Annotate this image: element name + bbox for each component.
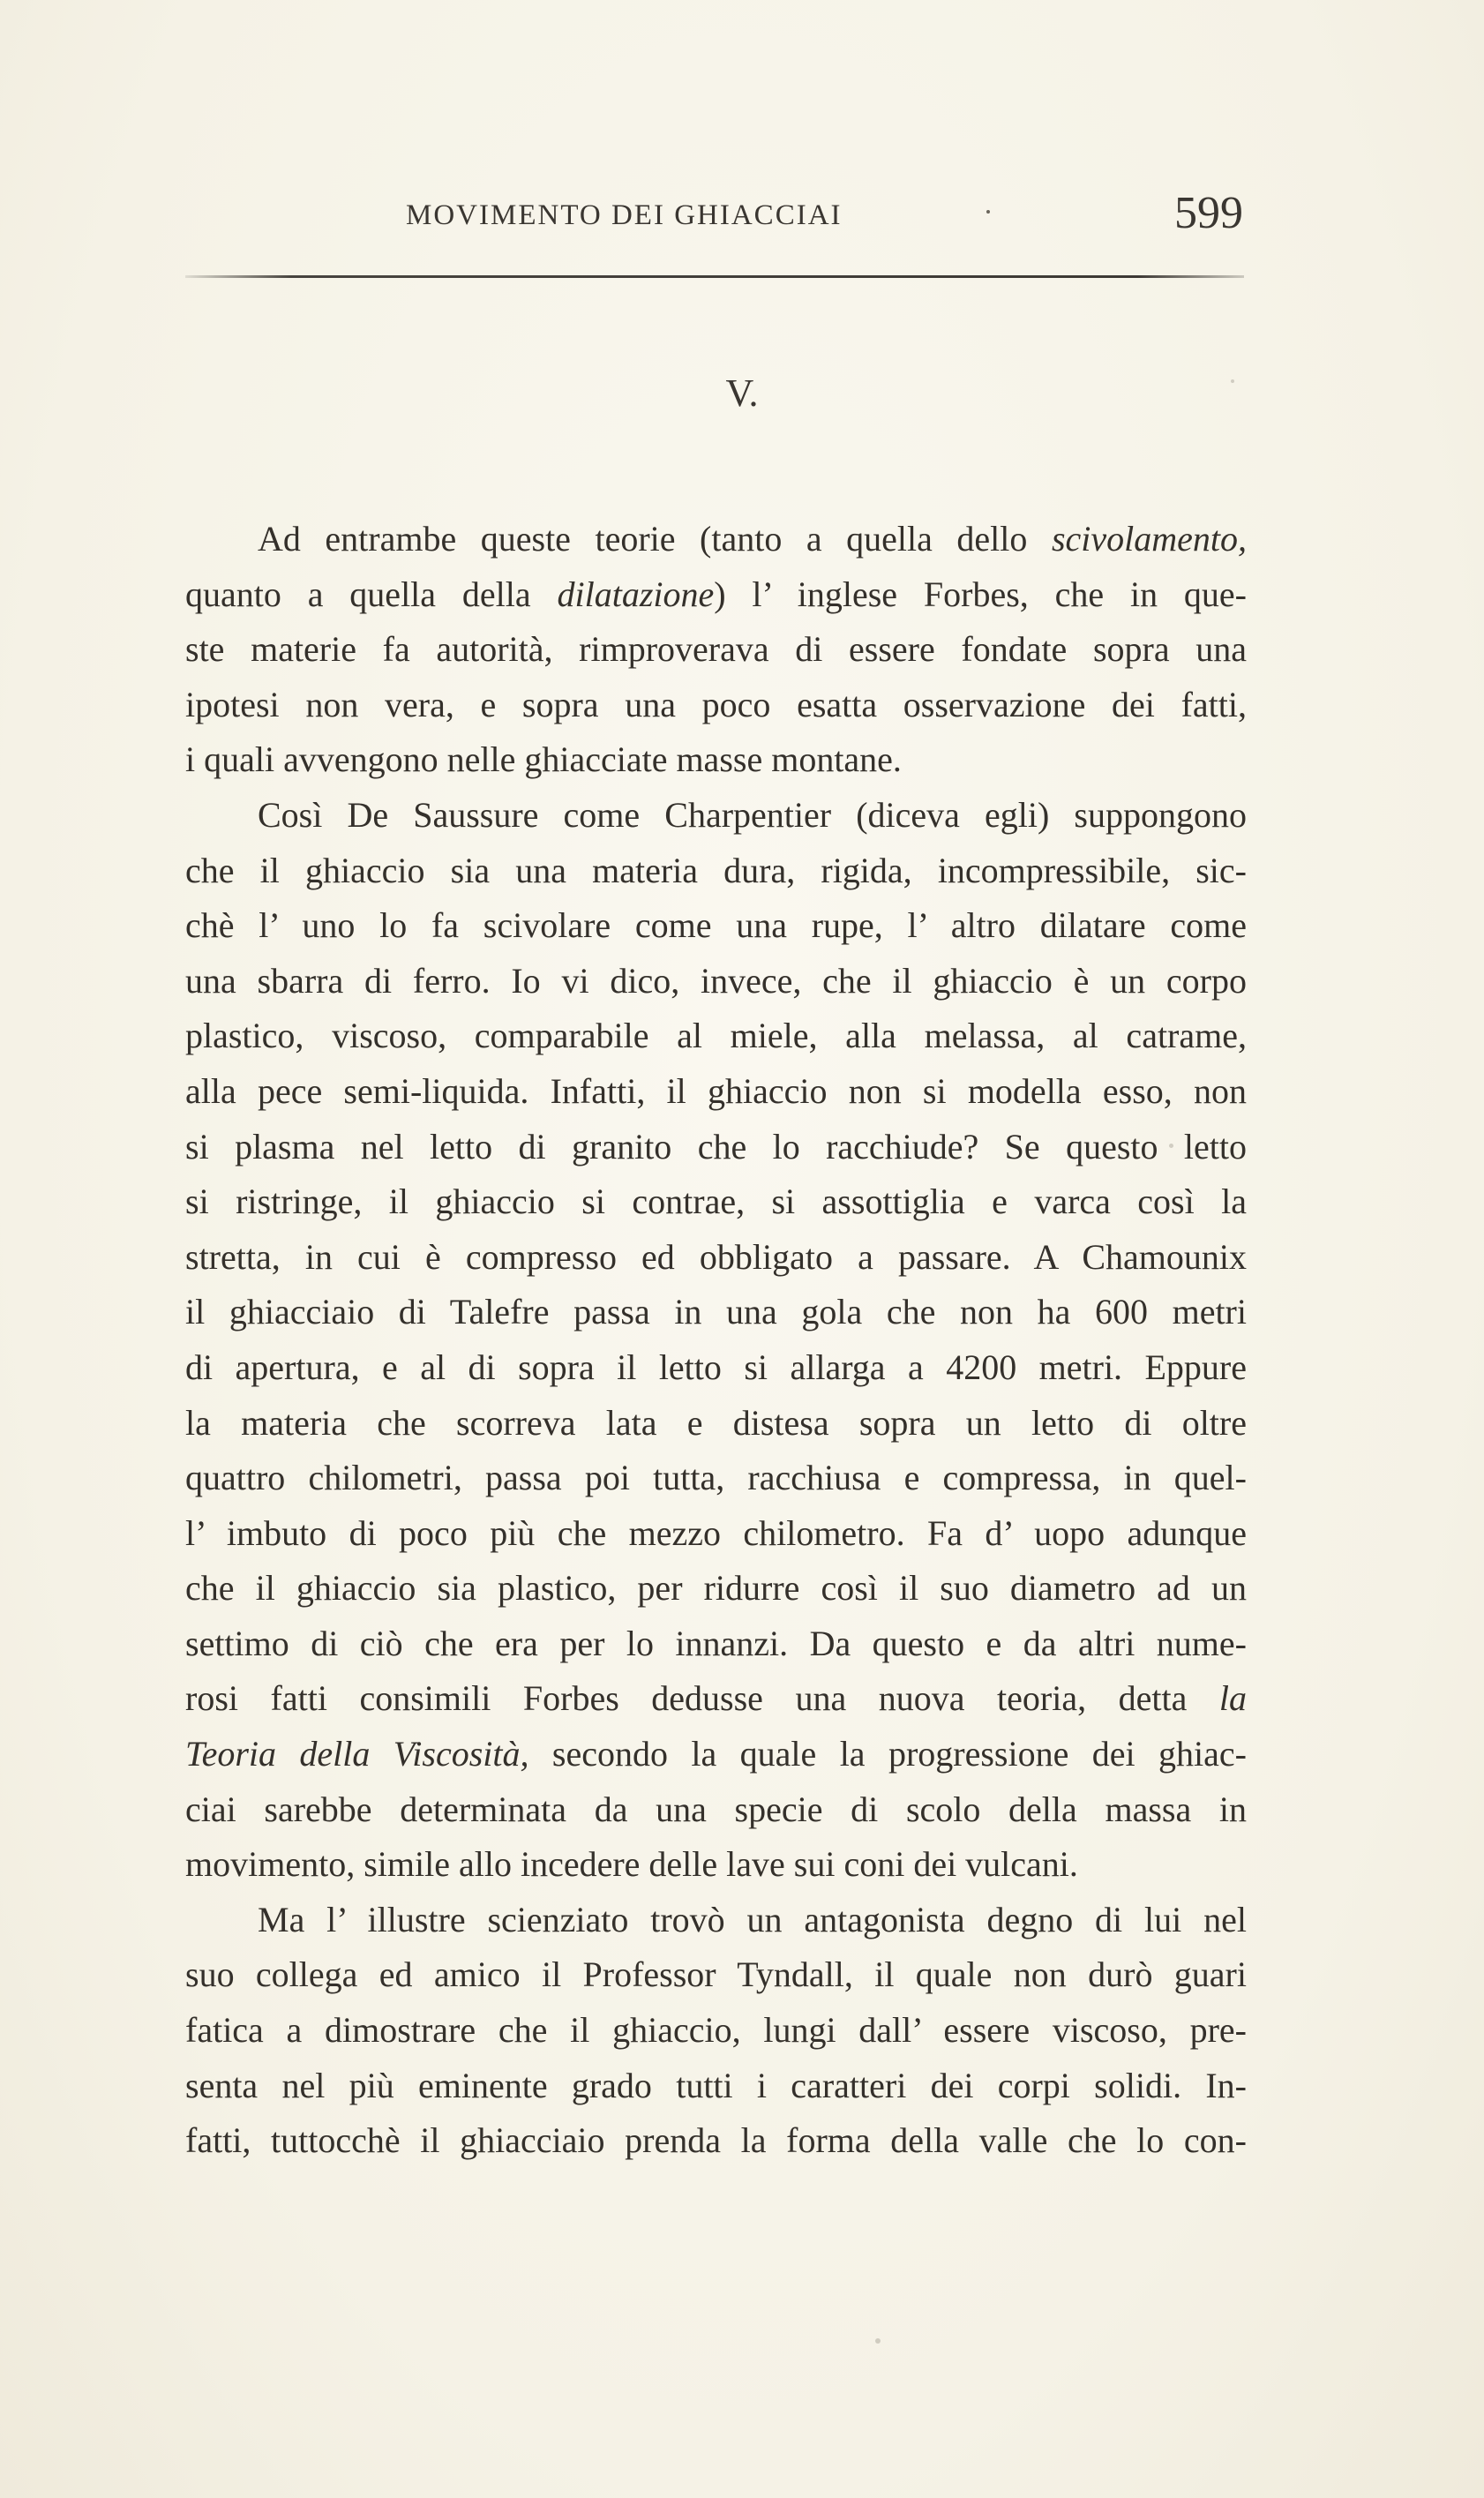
text-run: ) l’ inglese Forbes, che in que- bbox=[714, 574, 1248, 614]
text-run: plastico, viscoso, comparabile al miele, alla melassa, al catrame, bbox=[185, 1016, 1247, 1056]
text-run: fatica a dimostrare che il ghiaccio, lungi dall’ essere viscoso, pre- bbox=[185, 2010, 1247, 2051]
text-line bbox=[185, 844, 1247, 899]
text-run: quanto a quella della bbox=[185, 574, 558, 614]
text-line bbox=[185, 1064, 1247, 1120]
text-run: il ghiacciaio di Talefre passa in una gola che non ha 600 metri bbox=[185, 1292, 1247, 1332]
text-run: una sbarra di ferro. Io vi dico, invece, che il ghiaccio è un corpo bbox=[185, 960, 1247, 1001]
text-line bbox=[185, 954, 1247, 1009]
text-run: la materia che scorreva lata e distesa sopra un letto di oltre bbox=[185, 1402, 1247, 1443]
text-line bbox=[185, 1727, 1247, 1782]
text-run: Ad entrambe queste teorie (tanto a quella dello bbox=[258, 519, 1052, 559]
text-run: si ristringe, il ghiaccio si contrae, si assottiglia e varca così la bbox=[185, 1181, 1247, 1222]
header-rule bbox=[185, 275, 1244, 278]
text-run: settimo di ciò che era per lo innanzi. Da questo e da altri nume- bbox=[185, 1623, 1247, 1663]
italic-run: Teoria della Viscosità, bbox=[185, 1734, 529, 1774]
text-run: di apertura, e al di sopra il letto si allarga a 4200 metri. Eppure bbox=[185, 1347, 1247, 1387]
paragraph-1 bbox=[185, 512, 1247, 788]
text-line bbox=[185, 2059, 1247, 2114]
page-number: 599 bbox=[1174, 188, 1243, 238]
running-head bbox=[184, 187, 1242, 240]
text-run: che il ghiaccio sia una materia dura, rigida, incompressibile, sic- bbox=[185, 850, 1247, 890]
text-line bbox=[185, 567, 1247, 623]
text-line bbox=[185, 1671, 1247, 1727]
text-line bbox=[185, 1782, 1247, 1838]
text-run: ciai sarebbe determinata da una specie di scolo della massa in bbox=[185, 1789, 1247, 1829]
text-line bbox=[185, 1617, 1247, 1672]
text-run: senta nel più eminente grado tutti i caratteri dei corpi solidi. In- bbox=[185, 2065, 1247, 2105]
text-line bbox=[185, 1285, 1247, 1340]
text-line bbox=[185, 788, 1247, 844]
text-run: suo collega ed amico il Professor Tyndall, il quale non durò guari bbox=[185, 1954, 1247, 1995]
text-line bbox=[185, 678, 1247, 733]
text-run: ipotesi non vera, e sopra una poco esatta osservazione dei fatti, bbox=[185, 684, 1247, 724]
text-line bbox=[185, 1396, 1247, 1452]
paragraph-2 bbox=[185, 788, 1247, 1893]
text-line bbox=[185, 1340, 1247, 1396]
ink-speck bbox=[1231, 379, 1234, 383]
text-line bbox=[185, 1174, 1247, 1230]
text-line bbox=[185, 1947, 1247, 2003]
text-run: fatti, tuttocchè il ghiacciaio prenda la forma della valle che lo con- bbox=[185, 2120, 1247, 2161]
text-line bbox=[185, 1893, 1247, 1948]
text-run: l’ imbuto di poco più che mezzo chilometro. Fa d’ uopo adunque bbox=[185, 1512, 1247, 1553]
text-line bbox=[185, 732, 1247, 788]
paragraph-3 bbox=[185, 1893, 1247, 2169]
text-run: movimento, simile allo incedere delle lave sui coni dei vulcani. bbox=[185, 1844, 1078, 1885]
text-line bbox=[185, 1451, 1247, 1506]
text-line bbox=[185, 1230, 1247, 1286]
section-number: V. bbox=[725, 371, 759, 415]
text-run: si plasma nel letto di granito che lo racchiude? Se questo letto bbox=[185, 1126, 1247, 1166]
text-line bbox=[185, 1837, 1247, 1893]
text-run: Così De Saussure come Charpentier (diceva egli) suppongono bbox=[258, 794, 1247, 835]
text-run: ste materie fa autorità, rimproverava di essere fondate sopra una bbox=[185, 629, 1247, 670]
text-run: rosi fatti consimili Forbes dedusse una nuova teoria, detta bbox=[185, 1678, 1219, 1719]
text-line bbox=[185, 898, 1247, 954]
text-run: che il ghiaccio sia plastico, per ridurre così il suo diametro ad un bbox=[185, 1568, 1247, 1609]
text-run: stretta, in cui è compresso ed obbligato a passare. A Chamounix bbox=[185, 1236, 1247, 1277]
body-text bbox=[185, 512, 1247, 2169]
text-line bbox=[185, 1120, 1247, 1175]
running-title: MOVIMENTO DEI GHIACCIAI bbox=[406, 199, 843, 231]
italic-run: dilatazione bbox=[557, 574, 715, 614]
text-line bbox=[185, 2003, 1247, 2059]
text-line bbox=[185, 512, 1247, 567]
text-run: alla pece semi-liquida. Infatti, il ghiaccio non si modella esso, non bbox=[185, 1070, 1247, 1111]
text-run: secondo la quale la progressione dei ghiac- bbox=[528, 1734, 1247, 1774]
italic-run: scivolamento, bbox=[1051, 519, 1247, 559]
ink-speck bbox=[875, 2338, 881, 2344]
italic-run: la bbox=[1218, 1678, 1247, 1719]
text-run: chè l’ uno lo fa scivolare come una rupe, l’ altro dilatare come bbox=[185, 905, 1247, 946]
text-line bbox=[185, 622, 1247, 678]
header-dot bbox=[986, 210, 990, 214]
text-run: Ma l’ illustre scienziato trovò un antagonista degno di lui nel bbox=[258, 1899, 1247, 1939]
ink-speck bbox=[1169, 1144, 1173, 1148]
text-line bbox=[185, 1506, 1247, 1562]
text-run: quattro chilometri, passa poi tutta, racchiusa e compressa, in quel- bbox=[185, 1458, 1247, 1498]
text-line bbox=[185, 2113, 1247, 2169]
text-line bbox=[185, 1561, 1247, 1617]
text-line bbox=[185, 1009, 1247, 1064]
text-run: i quali avvengono nelle ghiacciate masse montane. bbox=[185, 739, 902, 780]
